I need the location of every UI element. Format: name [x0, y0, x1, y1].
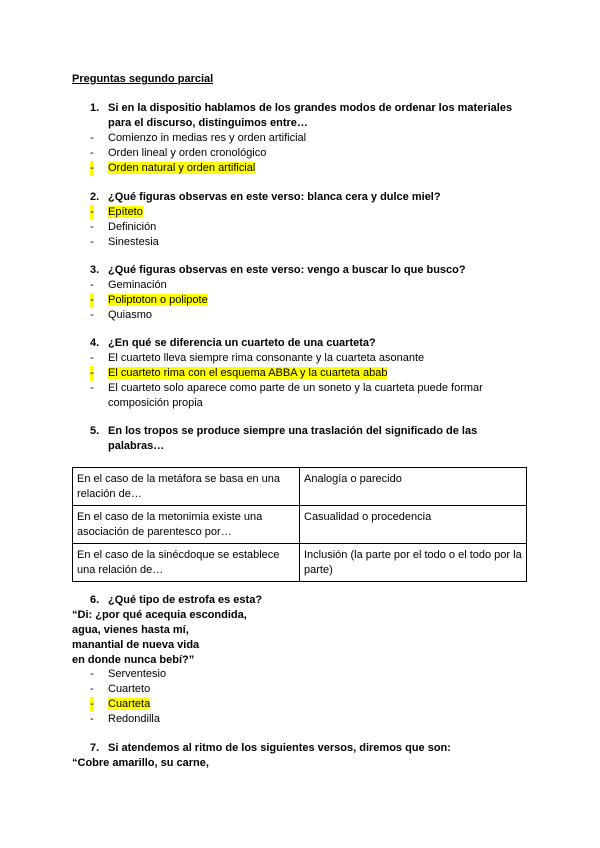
verse-line: agua, vienes hasta mí,	[72, 624, 189, 636]
question-number: 2.	[90, 191, 100, 203]
question-text: En los tropos se produce siempre una traslación del significado de las palabras…	[108, 425, 478, 452]
question-number: 6.	[90, 594, 100, 606]
table-cell: En el caso de la sinécdoque se establece una relación de…	[73, 544, 300, 582]
table-row	[73, 544, 527, 582]
option-item-highlighted: - Poliptoton o polipote	[90, 294, 208, 306]
option-item: - Quiasmo	[90, 309, 153, 321]
question-3-options	[90, 278, 520, 323]
question-1-options	[90, 131, 520, 176]
table-cell: En el caso de la metonimia existe una asociación de parentesco por…	[73, 506, 300, 544]
verse-line: manantial de nueva vida	[72, 639, 200, 651]
option-item: - Redondilla	[90, 713, 160, 725]
question-6-options	[90, 667, 520, 727]
option-item-highlighted: - El cuarteto rima con el esquema ABBA y la cuarteta abab	[90, 367, 388, 379]
question-2	[90, 190, 530, 205]
verse-line: “Di: ¿por qué acequia escondida,	[72, 609, 247, 621]
verse-line: en donde nunca bebí?”	[72, 654, 195, 666]
question-number: 1.	[90, 102, 100, 114]
question-number: 7.	[90, 742, 100, 754]
option-item: - El cuarteto solo aparece como parte de un soneto y la cuarteta puede formar composición propia	[90, 382, 483, 409]
option-item: - Definición	[90, 221, 157, 233]
table-cell: Inclusión (la parte por el todo o el todo por la parte)	[300, 544, 527, 582]
table-cell: En el caso de la metáfora se basa en una relación de…	[73, 468, 300, 506]
table-cell: Casualidad o procedencia	[300, 506, 527, 544]
option-item-highlighted: - Epíteto	[90, 206, 143, 218]
question-text: ¿En qué se diferencia un cuarteto de una cuarteta?	[108, 337, 376, 349]
question-3	[90, 263, 530, 278]
question-number: 5.	[90, 425, 100, 437]
verse-block	[72, 756, 209, 771]
question-number: 4.	[90, 337, 100, 349]
question-text: Si en la dispositio hablamos de los grandes modos de ordenar los materiales para el discurso, distinguimos entre…	[108, 102, 513, 129]
table-row	[73, 506, 527, 544]
question-text: ¿Qué tipo de estrofa es esta?	[108, 594, 263, 606]
question-5	[90, 424, 530, 454]
option-item: - Cuarteto	[90, 683, 151, 695]
option-item: - Sinestesia	[90, 236, 159, 248]
question-7	[90, 741, 530, 756]
table-row	[73, 468, 527, 506]
option-item: - Serventesio	[90, 668, 167, 680]
option-item: - Orden lineal y orden cronológico	[90, 147, 267, 159]
option-item-highlighted: - Orden natural y orden artificial	[90, 162, 256, 174]
question-text: Si atendemos al ritmo de los siguientes versos, diremos que son:	[108, 742, 451, 754]
tropos-table	[72, 467, 527, 582]
option-item-highlighted: - Cuarteta	[90, 698, 151, 710]
question-text: ¿Qué figuras observas en este verso: blanca cera y dulce miel?	[108, 191, 441, 203]
question-2-options	[90, 205, 520, 250]
question-6	[90, 593, 530, 608]
document-title: Preguntas segundo parcial	[72, 73, 214, 85]
question-number: 3.	[90, 264, 100, 276]
option-item: - Geminación	[90, 279, 167, 291]
table-cell: Analogía o parecido	[300, 468, 527, 506]
option-item: - Comienzo in medias res y orden artificial	[90, 132, 307, 144]
option-item: - El cuarteto lleva siempre rima consonante y la cuarteta asonante	[90, 352, 425, 364]
question-4	[90, 336, 530, 351]
verse-block	[72, 608, 247, 668]
question-1	[90, 101, 530, 131]
verse-line: “Cobre amarillo, su carne,	[72, 757, 209, 769]
question-4-options	[90, 351, 520, 411]
question-text: ¿Qué figuras observas en este verso: vengo a buscar lo que busco?	[108, 264, 466, 276]
